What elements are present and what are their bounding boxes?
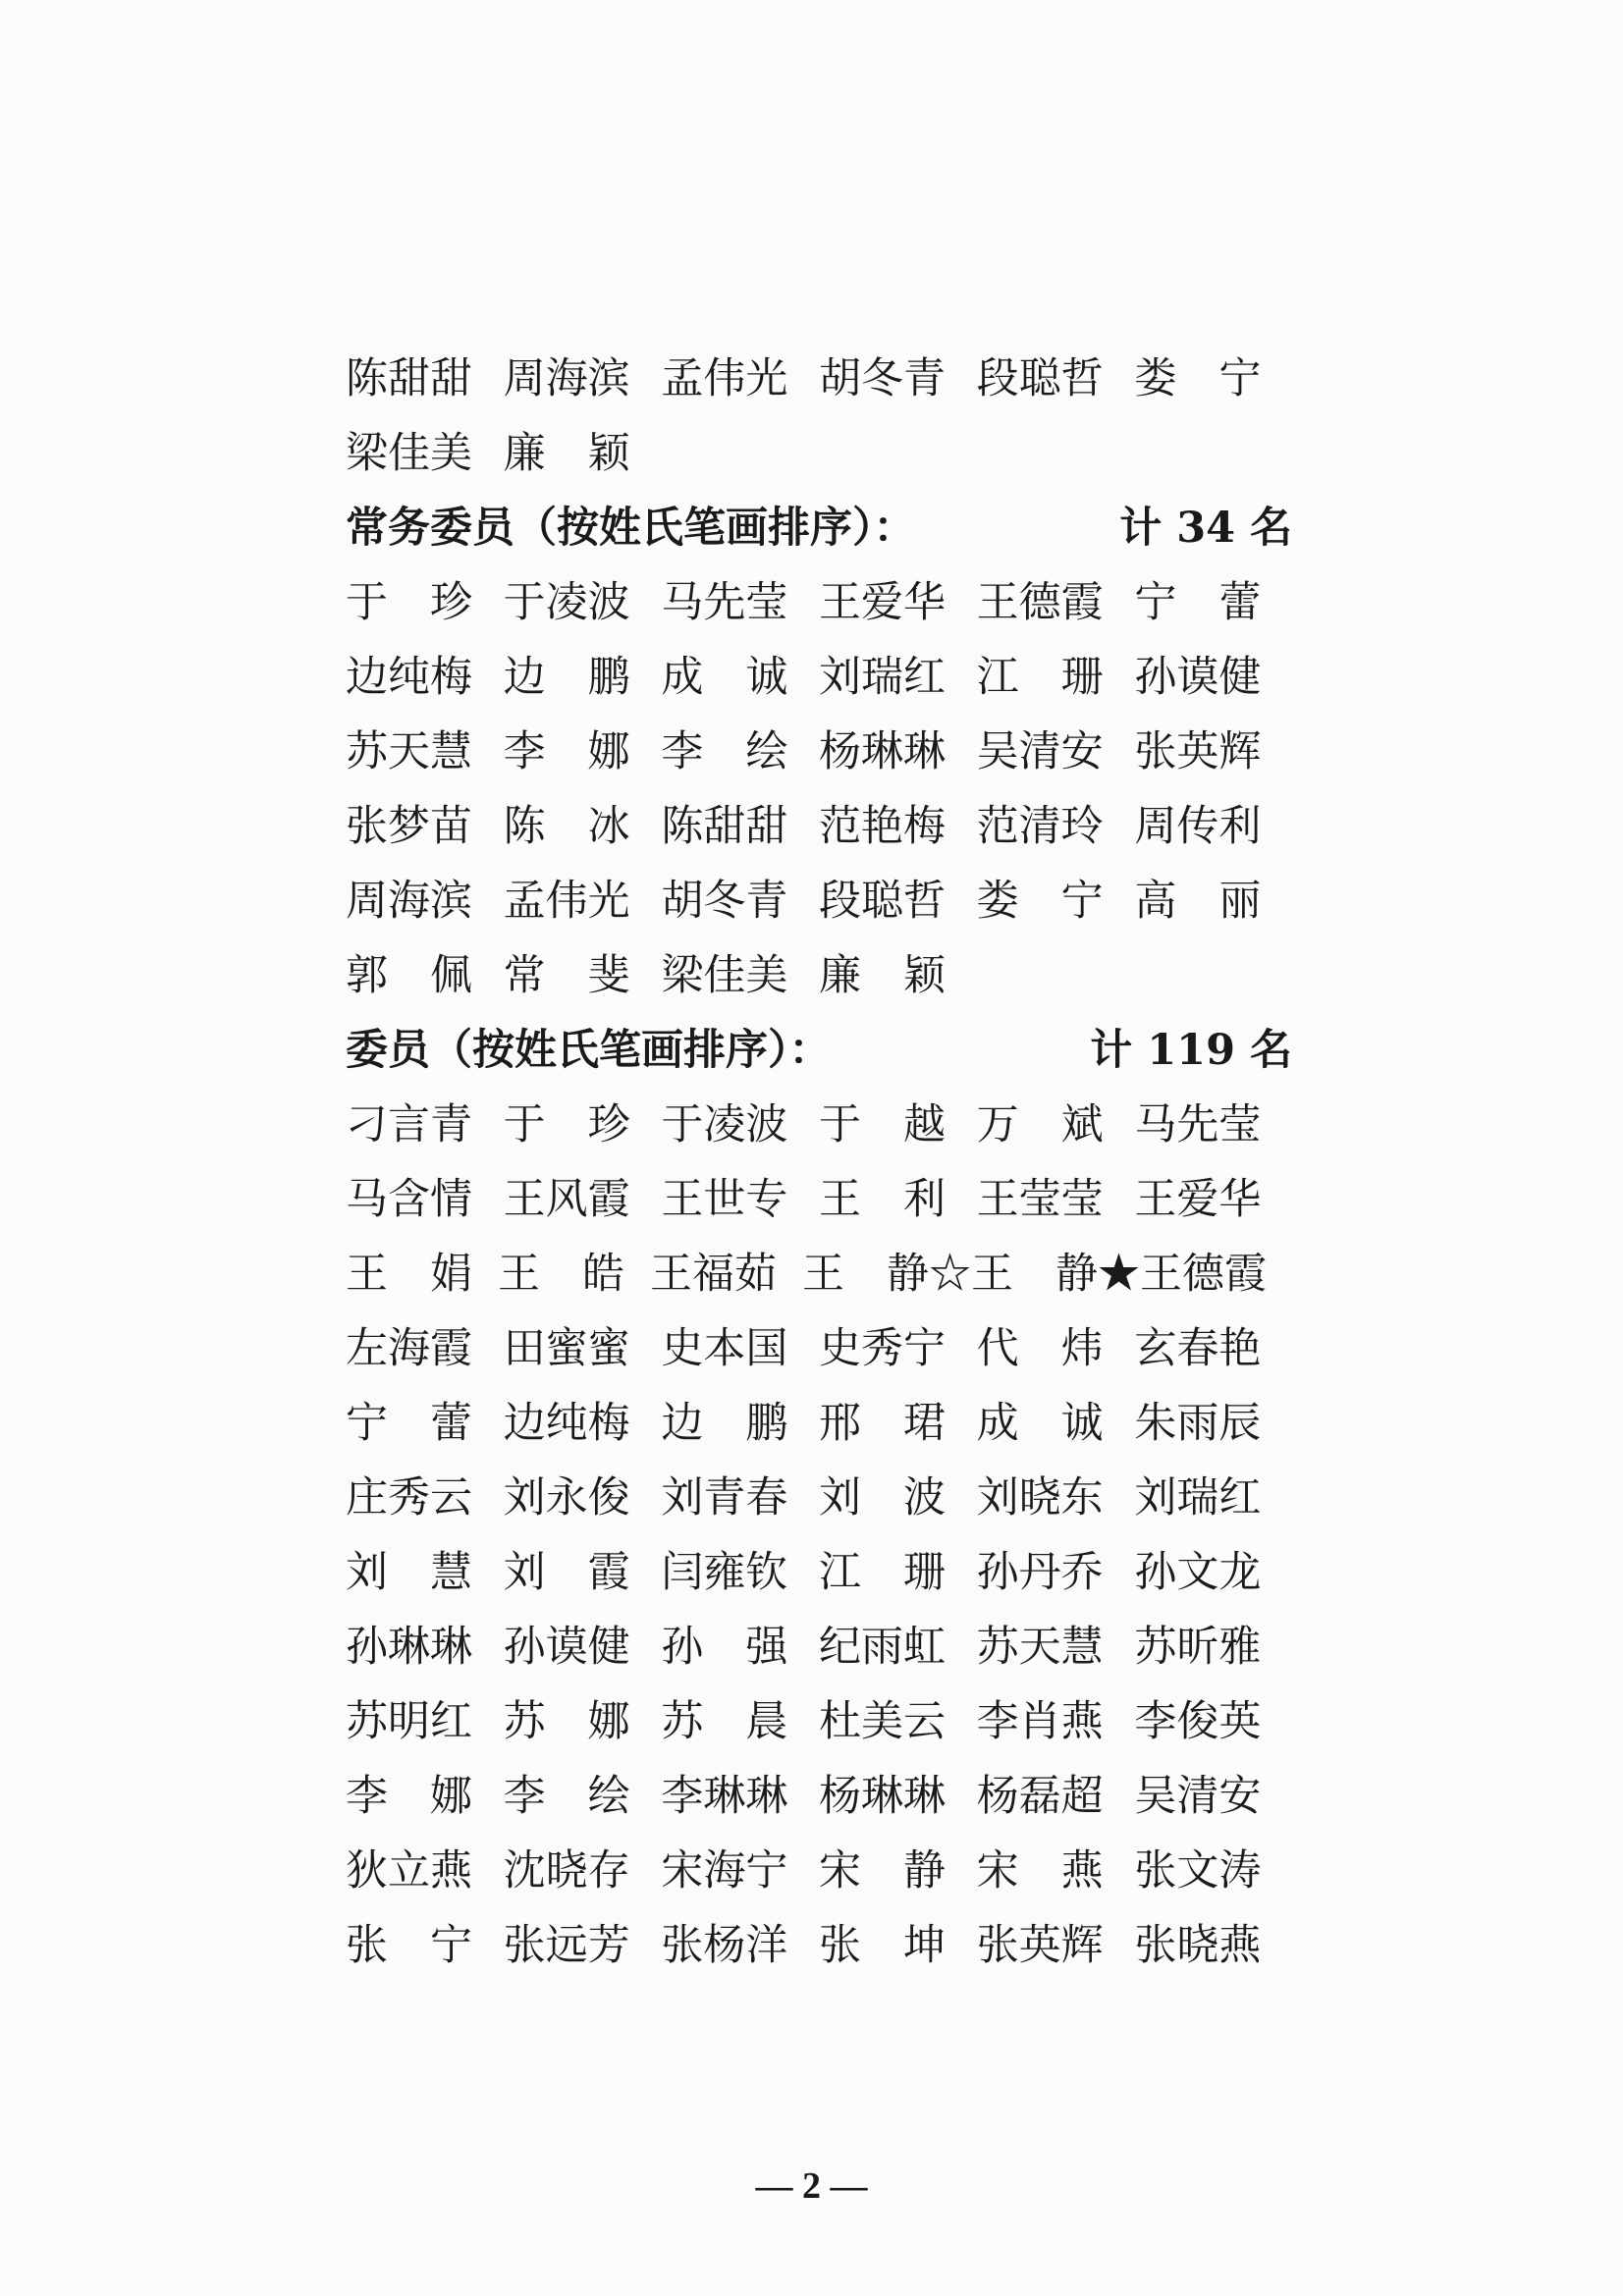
member-name: 苏天慧 (976, 1623, 1104, 1672)
continued-name-list (346, 342, 1292, 491)
members-list (346, 1088, 1292, 1983)
member-name: 杜美云 (819, 1697, 946, 1746)
member-name: 李俊英 (1134, 1697, 1262, 1746)
member-name: 李 绘 (661, 727, 788, 776)
member-name: 邢 珺 (819, 1399, 946, 1448)
member-name: 李 娜 (503, 727, 630, 776)
member-name: 王风霞 (503, 1175, 630, 1224)
member-name: 左海霞 (346, 1324, 472, 1373)
name-row (346, 1684, 1292, 1759)
member-name: 边纯梅 (503, 1399, 630, 1448)
members-heading (346, 1013, 1292, 1088)
name-row (346, 565, 1292, 640)
member-name: 张英辉 (976, 1921, 1104, 1970)
member-name: 杨琳琳 (819, 727, 946, 776)
member-name: 王爱华 (1134, 1175, 1262, 1224)
member-name: 吴清安 (976, 727, 1104, 776)
member-name: 于 珍 (503, 1100, 630, 1149)
member-name: 廉 颖 (819, 951, 946, 1000)
member-name: 于 越 (819, 1100, 946, 1149)
member-name: 李肖燕 (976, 1697, 1104, 1746)
member-name: 刘 霞 (503, 1548, 630, 1597)
member-name: 廉 颖 (503, 429, 630, 478)
member-name: 江 珊 (976, 653, 1104, 702)
member-name: 王 娟 (346, 1250, 472, 1299)
member-name: 娄 宁 (1134, 354, 1262, 403)
name-row (346, 1834, 1292, 1908)
name-row (346, 1610, 1292, 1684)
member-name: 万 斌 (976, 1100, 1104, 1149)
member-name: 边 鹏 (503, 653, 630, 702)
name-row (346, 1311, 1292, 1386)
member-name: 段聪哲 (976, 354, 1104, 403)
member-name: 刁言青 (346, 1100, 472, 1149)
member-name: 陈甜甜 (346, 354, 472, 403)
member-name: 张文涛 (1134, 1846, 1262, 1896)
member-name: 王世专 (661, 1175, 788, 1224)
member-name: 孙丹乔 (976, 1548, 1104, 1597)
member-name: 成 诚 (976, 1399, 1104, 1448)
member-name: 孙琳琳 (346, 1623, 472, 1672)
member-name: 梁佳美 (661, 951, 788, 1000)
member-name: 孙谟健 (1134, 653, 1262, 702)
member-name: 孙谟健 (503, 1623, 630, 1672)
member-name: 刘永俊 (503, 1473, 630, 1522)
member-name: 高 丽 (1134, 877, 1262, 926)
name-row (346, 640, 1292, 715)
member-name: 王 静☆ (802, 1250, 971, 1299)
member-name: 陈 冰 (503, 802, 630, 851)
member-name: 边纯梅 (346, 653, 472, 702)
member-name: 宁 蕾 (1134, 578, 1262, 627)
member-name: 陈甜甜 (661, 802, 788, 851)
member-name: 马先莹 (1134, 1100, 1262, 1149)
member-name: 杨琳琳 (819, 1772, 946, 1821)
member-name: 刘瑞红 (1134, 1473, 1262, 1522)
member-name: 史秀宁 (819, 1324, 946, 1373)
member-name: 杨磊超 (976, 1772, 1104, 1821)
member-name: 宋 静 (819, 1846, 946, 1896)
name-row (346, 1088, 1292, 1162)
member-name: 孟伟光 (661, 354, 788, 403)
member-name: 于凌波 (661, 1100, 788, 1149)
member-name: 闫雍钦 (661, 1548, 788, 1597)
member-name: 王德霞 (976, 578, 1104, 627)
member-name: 刘 波 (819, 1473, 946, 1522)
name-row (346, 1908, 1292, 1983)
member-name: 胡冬青 (819, 354, 946, 403)
member-name: 王德霞 (1140, 1250, 1267, 1299)
member-name: 张梦苗 (346, 802, 472, 851)
member-name: 王爱华 (819, 578, 946, 627)
member-name: 梁佳美 (346, 429, 472, 478)
members-count: 计 119 名 (1090, 1026, 1292, 1075)
member-name: 田蜜蜜 (503, 1324, 630, 1373)
member-name: 马先莹 (661, 578, 788, 627)
member-name: 张英辉 (1134, 727, 1262, 776)
member-name: 周海滨 (503, 354, 630, 403)
member-name: 代 炜 (976, 1324, 1104, 1373)
member-name: 常 斐 (503, 951, 630, 1000)
member-name: 张远芳 (503, 1921, 630, 1970)
member-name: 刘晓东 (976, 1473, 1104, 1522)
name-row (346, 715, 1292, 789)
member-name: 王福茹 (650, 1250, 777, 1299)
member-name: 李 绘 (503, 1772, 630, 1821)
name-row (346, 416, 1292, 491)
name-row (346, 1759, 1292, 1834)
member-name: 刘 慧 (346, 1548, 472, 1597)
member-name: 宋 燕 (976, 1846, 1104, 1896)
member-name: 纪雨虹 (819, 1623, 946, 1672)
member-name: 成 诚 (661, 653, 788, 702)
name-row (346, 1162, 1292, 1237)
member-name: 苏 晨 (661, 1697, 788, 1746)
member-name: 娄 宁 (976, 877, 1104, 926)
member-name: 段聪哲 (819, 877, 946, 926)
member-name: 范艳梅 (819, 802, 946, 851)
name-row (346, 342, 1292, 416)
member-name: 沈晓存 (503, 1846, 630, 1896)
member-name: 宋海宁 (661, 1846, 788, 1896)
member-name: 史本国 (661, 1324, 788, 1373)
name-list-content (346, 342, 1292, 1983)
members-title: 委员（按姓氏笔画排序）： (346, 1026, 832, 1075)
member-name: 刘青春 (661, 1473, 788, 1522)
member-name: 胡冬青 (661, 877, 788, 926)
member-name: 王 静★ (971, 1250, 1140, 1299)
member-name: 庄秀云 (346, 1473, 472, 1522)
member-name: 孟伟光 (503, 877, 630, 926)
name-row (346, 1461, 1292, 1535)
member-name: 朱雨辰 (1134, 1399, 1262, 1448)
standing-committee-count: 计 34 名 (1119, 504, 1292, 553)
member-name: 宁 蕾 (346, 1399, 472, 1448)
member-name: 边 鹏 (661, 1399, 788, 1448)
member-name: 张杨洋 (661, 1921, 788, 1970)
member-name: 李 娜 (346, 1772, 472, 1821)
member-name: 苏天慧 (346, 727, 472, 776)
member-name: 玄春艳 (1134, 1324, 1262, 1373)
member-name: 张晓燕 (1134, 1921, 1262, 1970)
name-row (346, 789, 1292, 864)
member-name: 苏明红 (346, 1697, 472, 1746)
member-name: 吴清安 (1134, 1772, 1262, 1821)
member-name: 郭 佩 (346, 951, 472, 1000)
member-name: 周传利 (1134, 802, 1262, 851)
member-name: 孙文龙 (1134, 1548, 1262, 1597)
member-name: 孙 强 (661, 1623, 788, 1672)
member-name: 刘瑞红 (819, 653, 946, 702)
name-row (346, 1535, 1292, 1610)
member-name: 马含情 (346, 1175, 472, 1224)
name-row (346, 864, 1292, 938)
page-number: — 2 — (755, 2165, 868, 2207)
member-name: 江 珊 (819, 1548, 946, 1597)
name-row (346, 938, 1292, 1013)
member-name: 于凌波 (503, 578, 630, 627)
member-name: 苏昕雅 (1134, 1623, 1262, 1672)
member-name: 张 宁 (346, 1921, 472, 1970)
standing-committee-heading (346, 491, 1292, 565)
member-name: 张 坤 (819, 1921, 946, 1970)
member-name: 王 利 (819, 1175, 946, 1224)
member-name: 狄立燕 (346, 1846, 472, 1896)
name-row (346, 1386, 1292, 1461)
member-name: 于 珍 (346, 578, 472, 627)
member-name: 李琳琳 (661, 1772, 788, 1821)
member-name: 范清玲 (976, 802, 1104, 851)
standing-committee-title: 常务委员（按姓氏笔画排序）： (346, 504, 916, 553)
name-row (346, 1237, 1292, 1311)
member-name: 王莹莹 (976, 1175, 1104, 1224)
member-name: 王 皓 (498, 1250, 624, 1299)
standing-committee-list (346, 565, 1292, 1013)
member-name: 苏 娜 (503, 1697, 630, 1746)
member-name: 周海滨 (346, 877, 472, 926)
